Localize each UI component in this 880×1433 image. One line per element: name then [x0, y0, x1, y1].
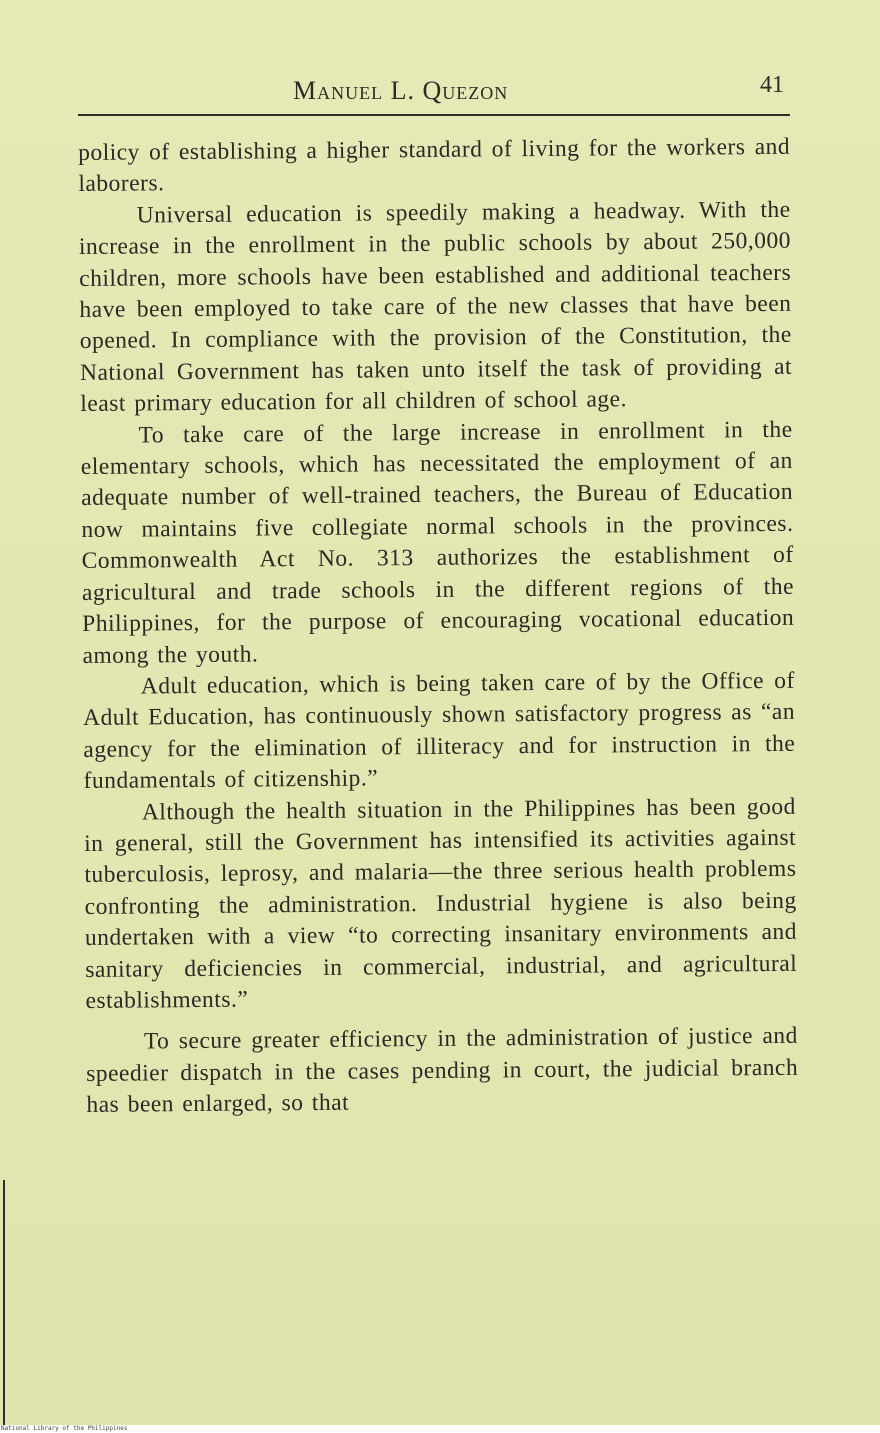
paragraph-continued: policy of establishing a higher standard of living for the workers and laborers. — [78, 133, 791, 198]
header-rule — [78, 114, 790, 116]
paragraph-health: Although the health situation in the Philippines has been good in general, still the Government has intensified its activities against tuberculosis, leprosy, and malaria—the three serious health problems confronting the administration. Industrial hygiene is also being undertaken with a view “to correcting insanitary environments and sanitary deficiencies in commercial, industrial, and agricultural establishments.” — [84, 793, 798, 1014]
body-text — [78, 132, 799, 1122]
page-header — [78, 68, 790, 118]
library-credit: National Library of the Philippines — [1, 1425, 128, 1432]
paragraph-normal-schools: To take care of the large increase in enrollment in the elementary schools, which has necessitated the employment of an adequate number of well-trained teachers, the Bureau of Education now maintains five collegiate normal schools in the provinces. Commonwealth Act No. 313 authorizes the establishment of agricultural and trade schools in the different regions of the Philippines, for the purpose of encouraging vocational education among the youth. — [80, 416, 795, 669]
paragraph-adult-education: Adult education, which is being taken care of by the Office of Adult Education, has continuously shown satisfactory progress as “an agency for the elimination of illiteracy and for instruction in the fundamentals of citizenship.” — [82, 667, 796, 795]
paragraph-justice: To secure greater efficiency in the administration of justice and speedier dispatch in the cases pending in court, the judicial branch has been enlarged, so that — [86, 1023, 799, 1119]
binding-edge-line — [3, 1180, 5, 1425]
scan-footer — [0, 1425, 880, 1433]
page-number: 41 — [760, 72, 784, 98]
paragraph-universal-education: Universal education is speedily making a headway. With the increase in the enrollment in the public schools by about 250,000 children, more schools have been established and additional teachers have been employed to take care of the new classes that have been opened. In compliance with the provision of the Constitution, the National Government has taken unto itself the task of providing at least primary education for all children of school age. — [78, 196, 793, 418]
running-head: Manuel L. Quezon — [293, 76, 509, 105]
